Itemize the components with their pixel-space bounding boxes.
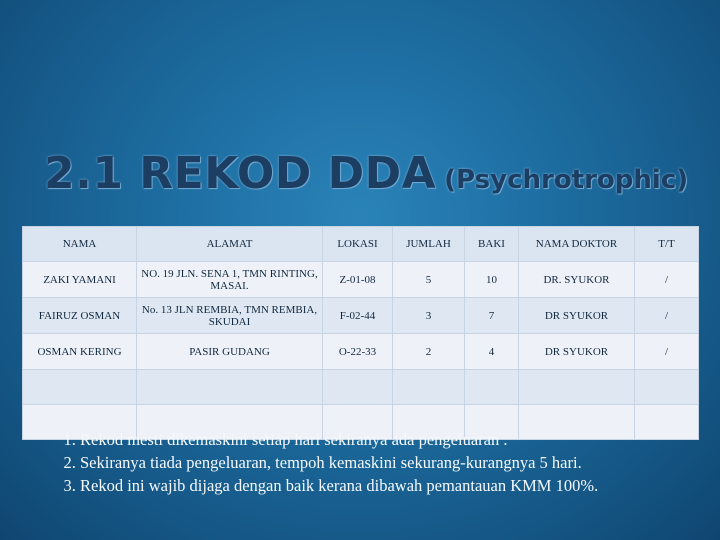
table-row bbox=[23, 262, 699, 298]
cell-baki: 4 bbox=[465, 334, 519, 370]
header-nama-doktor: NAMA DOKTOR bbox=[519, 227, 635, 262]
cell-empty bbox=[635, 370, 699, 405]
cell-tt: / bbox=[635, 262, 699, 298]
notes-list bbox=[48, 428, 720, 497]
dda-record-table bbox=[22, 226, 699, 440]
cell-nama-doktor: DR. SYUKOR bbox=[519, 262, 635, 298]
cell-jumlah: 5 bbox=[393, 262, 465, 298]
cell-empty bbox=[393, 370, 465, 405]
header-baki: BAKI bbox=[465, 227, 519, 262]
cell-alamat: NO. 19 JLN. SENA 1, TMN RINTING, MASAI. bbox=[137, 262, 323, 298]
cell-empty bbox=[137, 370, 323, 405]
cell-alamat: No. 13 JLN REMBIA, TMN REMBIA, SKUDAI bbox=[137, 298, 323, 334]
note-item: 2. Sekiranya tiada pengeluaran, tempoh kemaskini sekurang-kurangnya 5 hari. bbox=[80, 451, 720, 474]
cell-lokasi: F-02-44 bbox=[323, 298, 393, 334]
cell-lokasi: Z-01-08 bbox=[323, 262, 393, 298]
cell-jumlah: 2 bbox=[393, 334, 465, 370]
cell-nama: OSMAN KERING bbox=[23, 334, 137, 370]
header-alamat: ALAMAT bbox=[137, 227, 323, 262]
cell-nama: FAIRUZ OSMAN bbox=[23, 298, 137, 334]
header-jumlah: JUMLAH bbox=[393, 227, 465, 262]
table-row bbox=[23, 334, 699, 370]
cell-jumlah: 3 bbox=[393, 298, 465, 334]
cell-lokasi: O-22-33 bbox=[323, 334, 393, 370]
cell-alamat: PASIR GUDANG bbox=[137, 334, 323, 370]
slide-title-main: 2.1 REKOD DDA bbox=[44, 148, 437, 199]
table-row bbox=[23, 298, 699, 334]
cell-tt: / bbox=[635, 334, 699, 370]
cell-nama-doktor: DR SYUKOR bbox=[519, 334, 635, 370]
header-lokasi: LOKASI bbox=[323, 227, 393, 262]
cell-empty bbox=[465, 370, 519, 405]
note-item: 3. Rekod ini wajib dijaga dengan baik kerana dibawah pemantauan KMM 100%. bbox=[80, 474, 720, 497]
cell-tt: / bbox=[635, 298, 699, 334]
cell-nama-doktor: DR SYUKOR bbox=[519, 298, 635, 334]
table-header-row bbox=[23, 227, 699, 262]
cell-empty bbox=[323, 370, 393, 405]
slide-title-sub: (Psychrotrophic) bbox=[444, 165, 689, 195]
cell-baki: 7 bbox=[465, 298, 519, 334]
note-item: 1. Rekod mesti dikemaskini setiap hari sekiranya ada pengeluaran . bbox=[80, 428, 720, 451]
cell-empty bbox=[23, 370, 137, 405]
header-nama: NAMA bbox=[23, 227, 137, 262]
cell-empty bbox=[519, 370, 635, 405]
slide-title bbox=[44, 148, 688, 199]
header-tt: T/T bbox=[635, 227, 699, 262]
table-row-empty bbox=[23, 370, 699, 405]
cell-nama: ZAKI YAMANI bbox=[23, 262, 137, 298]
cell-baki: 10 bbox=[465, 262, 519, 298]
